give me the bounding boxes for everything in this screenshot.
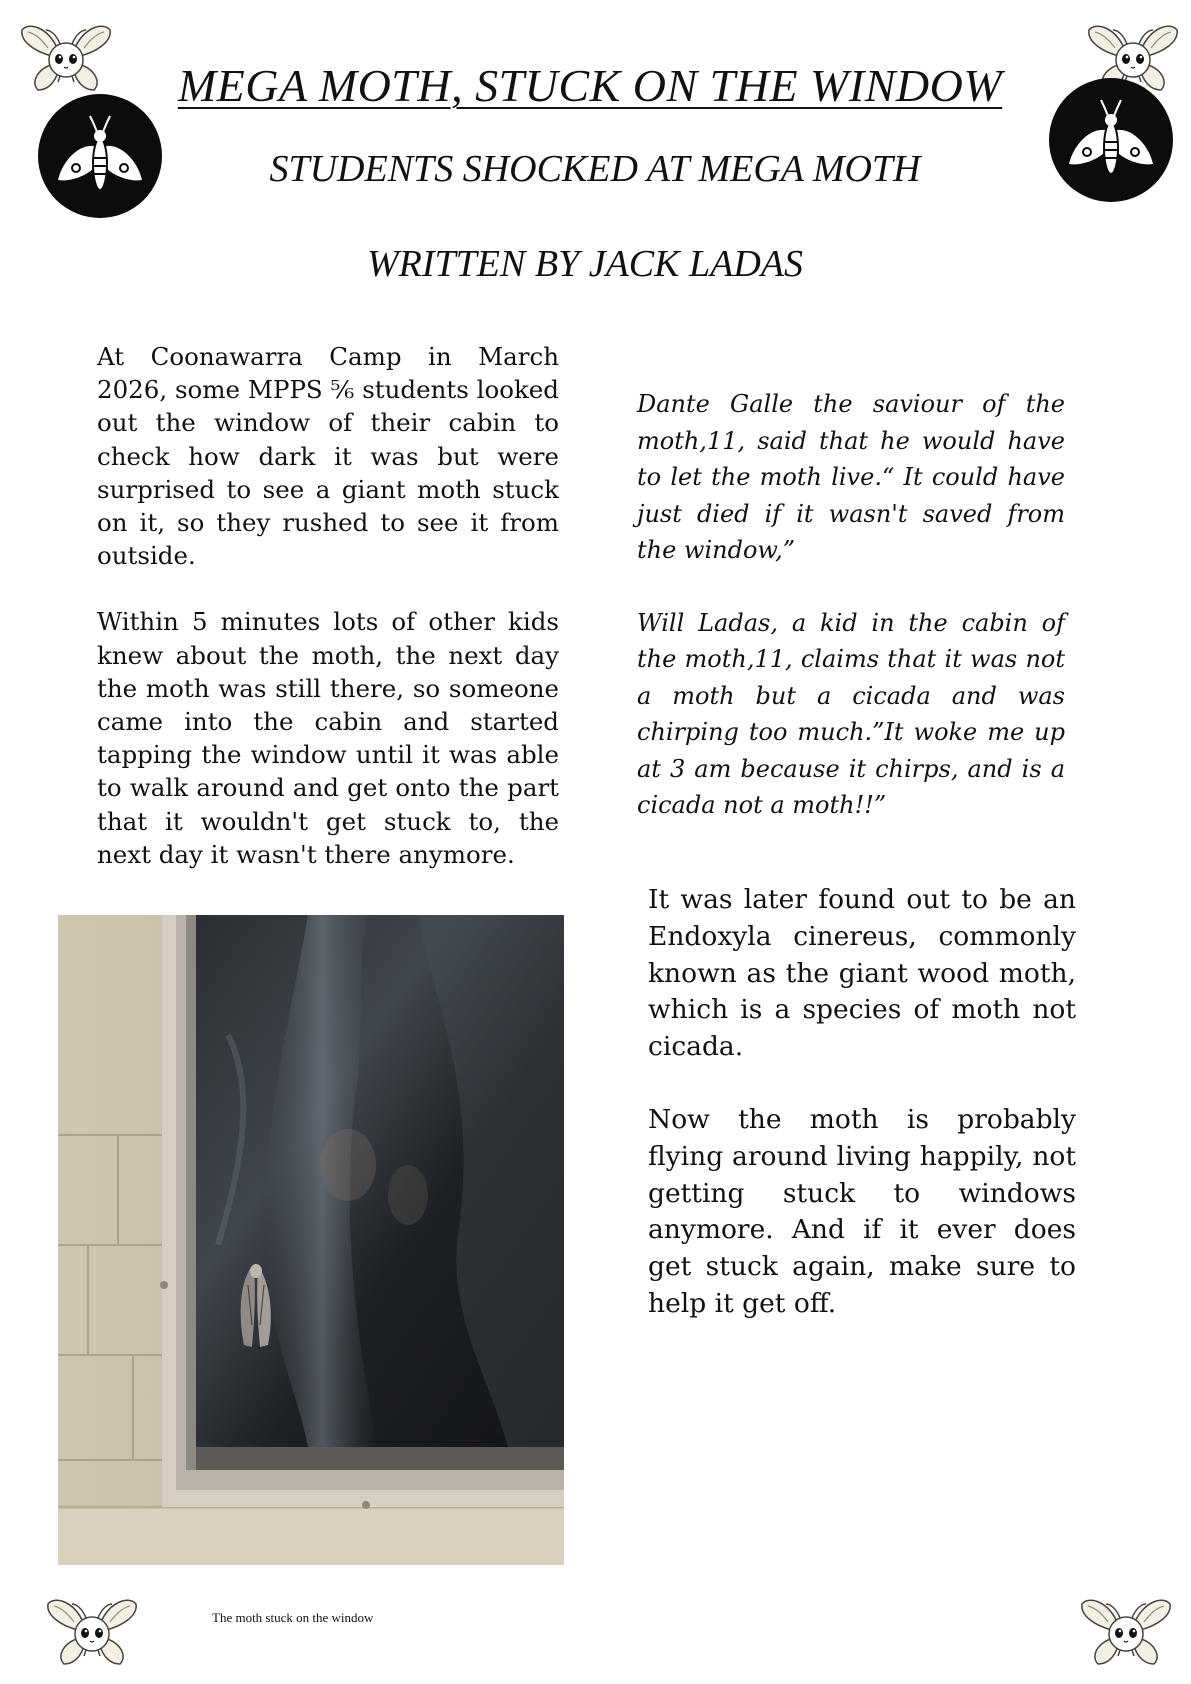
subheadline: STUDENTS SHOCKED AT MEGA MOTH [269,148,921,190]
headline: MEGA MOTH, STUCK ON THE WINDOW [177,60,1003,111]
article-right-column [648,882,1076,1359]
moth-mascot-icon [1078,1590,1174,1674]
quote-paragraph: Dante Galle the saviour of the moth,11, said that he would have to let the moth live.“ It could have just died if it wasn't saved from the window,” [637,390,1065,564]
paragraph: Now the moth is probably flying around living happily, not getting stuck to windows anymore. And if it ever does get stuck again, make sure to help it get off. [648,1103,1076,1319]
paragraph: At Coonawarra Camp in March 2026, some MPPS ⅚ students looked out the window of their cabin to check how dark it was but were surprised to see a giant moth stuck on it, so they rushed to see it from outside. [97,342,559,571]
moth-mascot-icon [44,1590,140,1674]
byline: WRITTEN BY JACK LADAS [367,243,803,285]
moth-icon [1047,76,1175,204]
photo-caption: The moth stuck on the window [212,1610,374,1625]
quote-paragraph: Will Ladas, a kid in the cabin of the moth,11, claims that it was not a moth but a cicada and was chirping too much.”It woke me up at 3 am because it chirps, and is a cicada not a moth!!” [637,608,1065,819]
moth-mascot-icon [18,16,114,100]
quotes-column [637,386,1065,860]
article-left-column [97,340,559,904]
moth-window-photo [58,915,564,1565]
paragraph: Within 5 minutes lots of other kids knew about the moth, the next day the moth was still there, so someone came into the cabin and started tapping the window until it was able to walk around and get onto the part that it wouldn't get stuck to, the next day it wasn't there anymore. [97,607,559,869]
paragraph: It was later found out to be an Endoxyla cinereus, commonly known as the giant wood moth, which is a species of moth not cicada. [648,884,1076,1063]
